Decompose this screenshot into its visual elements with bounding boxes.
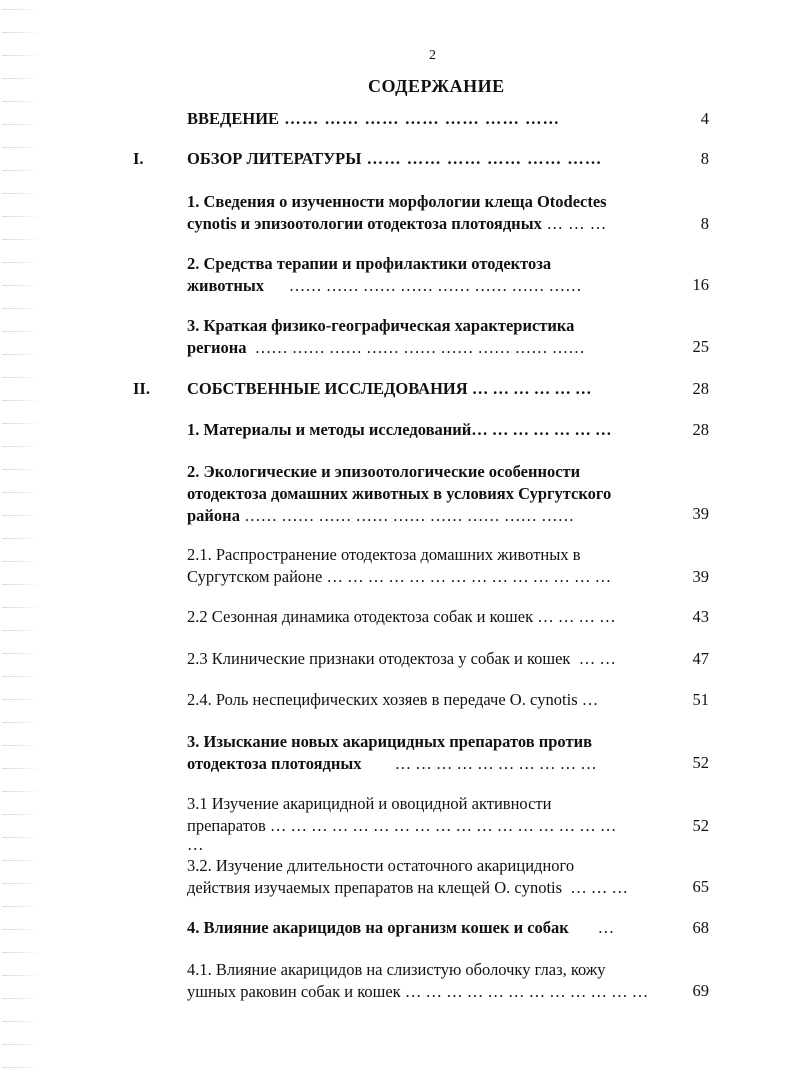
- page-ref: 51: [692, 690, 709, 709]
- toc-entry-2-2-1: [187, 544, 675, 588]
- entry-line: действия изучаемых препаратов на клещей O. cynotis: [187, 878, 563, 897]
- entry-line: района: [187, 506, 240, 525]
- page-ref: 39: [692, 567, 709, 586]
- entry-text: СОБСТВЕННЫЕ ИССЛЕДОВАНИЯ: [187, 379, 468, 398]
- leader-dots: …… …… …… …… …… …… …… …… ……: [239, 506, 575, 525]
- entry-line: cynotis и эпизоотологии отодектоза плотоядных: [187, 214, 542, 233]
- entry-text: 2.3 Клинические признаки отодектоза у собак и кошек: [187, 649, 571, 668]
- page-ref: 43: [692, 607, 709, 626]
- page-ref: 68: [692, 918, 709, 937]
- entry-line: 2.1. Распространение отодектоза домашних животных в: [187, 545, 581, 564]
- toc-entry-own-research: [187, 378, 675, 400]
- entry-line: Сургутском районе: [187, 567, 323, 586]
- toc-entry-2-3-2: [187, 855, 675, 899]
- entry-line: 1. Сведения о изученности морфологии клеща Otodectes: [187, 192, 607, 211]
- entry-line: отодектоза домашних животных в условиях Сургутского: [187, 484, 612, 503]
- entry-line: ушных раковин собак и кошек: [187, 982, 401, 1001]
- leader-dots: … … … …: [533, 607, 616, 626]
- entry-line: …: [187, 835, 204, 854]
- leader-dots: … …: [570, 649, 616, 668]
- page-ref: 47: [692, 649, 709, 668]
- toc-entry-1-1: [187, 191, 675, 235]
- entry-text: 2.2 Сезонная динамика отодектоза собак и кошек: [187, 607, 534, 626]
- section-number: II.: [133, 379, 150, 398]
- leader-dots: …… …… …… …… …… …… …… ……: [264, 276, 582, 295]
- page-ref: 52: [692, 753, 709, 772]
- leader-dots: …… …… …… …… …… ……: [361, 149, 603, 168]
- entry-line: 3.2. Изучение длительности остаточного акарицидного: [187, 856, 575, 875]
- entry-text: ОБЗОР ЛИТЕРАТУРЫ: [187, 149, 362, 168]
- entry-text: 1. Материалы и методы исследований: [187, 420, 472, 439]
- page-ref: 4: [700, 109, 709, 128]
- leader-dots: … … … … … … … … … … … …: [400, 982, 649, 1001]
- scan-edge-artifact: [2, 0, 42, 1087]
- toc-entry-2-4-1: [187, 959, 675, 1003]
- entry-line: животных: [187, 276, 265, 295]
- page-ref: 69: [692, 981, 709, 1000]
- entry-text: 2.4. Роль неспецифических хозяев в передаче O. cynotis: [187, 690, 578, 709]
- page-ref: 65: [692, 877, 709, 896]
- page-ref: 8: [700, 214, 709, 233]
- entry-line: отодектоза плотоядных: [187, 754, 362, 773]
- toc-entry-2-3: [187, 731, 675, 775]
- leader-dots: …: [568, 918, 615, 937]
- page-ref: 28: [692, 379, 709, 398]
- toc-entry-2-1: [187, 419, 675, 441]
- entry-text: ВВЕДЕНИЕ: [187, 109, 280, 128]
- entry-line: 2. Экологические и эпизоотологические особенности: [187, 462, 581, 481]
- page-ref: 52: [692, 816, 709, 835]
- leader-dots: … … … … … …: [467, 379, 592, 398]
- entry-line: 2. Средства терапии и профилактики отодектоза: [187, 254, 552, 273]
- entry-line: 3.1 Изучение акарицидной и овоцидной активности: [187, 794, 552, 813]
- leader-dots: …… …… …… …… …… …… ……: [279, 109, 560, 128]
- leader-dots: … … … … … … … … … … … … … …: [322, 567, 612, 586]
- leader-dots: … … …: [562, 878, 629, 897]
- toc-entry-1-2: [187, 253, 675, 297]
- page-ref: 25: [692, 337, 709, 356]
- leader-dots: … … … … … … …: [471, 420, 612, 439]
- toc-entry-2-2-3: [187, 648, 675, 670]
- entry-line: региона: [187, 338, 247, 357]
- leader-dots: … … …: [541, 214, 607, 233]
- section-number: I.: [133, 149, 144, 168]
- leader-dots: … … … … … … … … … … … … … … … … …: [265, 816, 617, 835]
- page-number: 2: [429, 48, 436, 63]
- page-ref: 16: [692, 275, 709, 294]
- leader-dots: …: [577, 690, 599, 709]
- entry-line: 4.1. Влияние акарицидов на слизистую оболочку глаз, кожу: [187, 960, 606, 979]
- toc-entry-2-2: [187, 461, 675, 527]
- page-ref: 28: [692, 420, 709, 439]
- toc-entry-1-3: [187, 315, 675, 359]
- page-ref: 39: [692, 504, 709, 523]
- toc-entry-2-2-4: [187, 689, 675, 711]
- toc-entry-2-4: [187, 917, 675, 939]
- toc-entry-introduction: [187, 108, 675, 130]
- toc-entry-2-3-1: [187, 793, 675, 853]
- toc-entry-literature-review: [187, 148, 675, 170]
- entry-line: 3. Изыскание новых акарицидных препаратов против: [187, 732, 592, 751]
- page-title: СОДЕРЖАНИЕ: [368, 76, 505, 96]
- toc-entry-2-2-2: [187, 606, 675, 628]
- entry-text: 4. Влияние акарицидов на организм кошек и собак: [187, 918, 569, 937]
- entry-line: 3. Краткая физико-географическая характеристика: [187, 316, 575, 335]
- entry-line: препаратов: [187, 816, 266, 835]
- leader-dots: … … … … … … … … … …: [361, 754, 597, 773]
- page-ref: 8: [700, 149, 709, 168]
- leader-dots: …… …… …… …… …… …… …… …… ……: [246, 338, 585, 357]
